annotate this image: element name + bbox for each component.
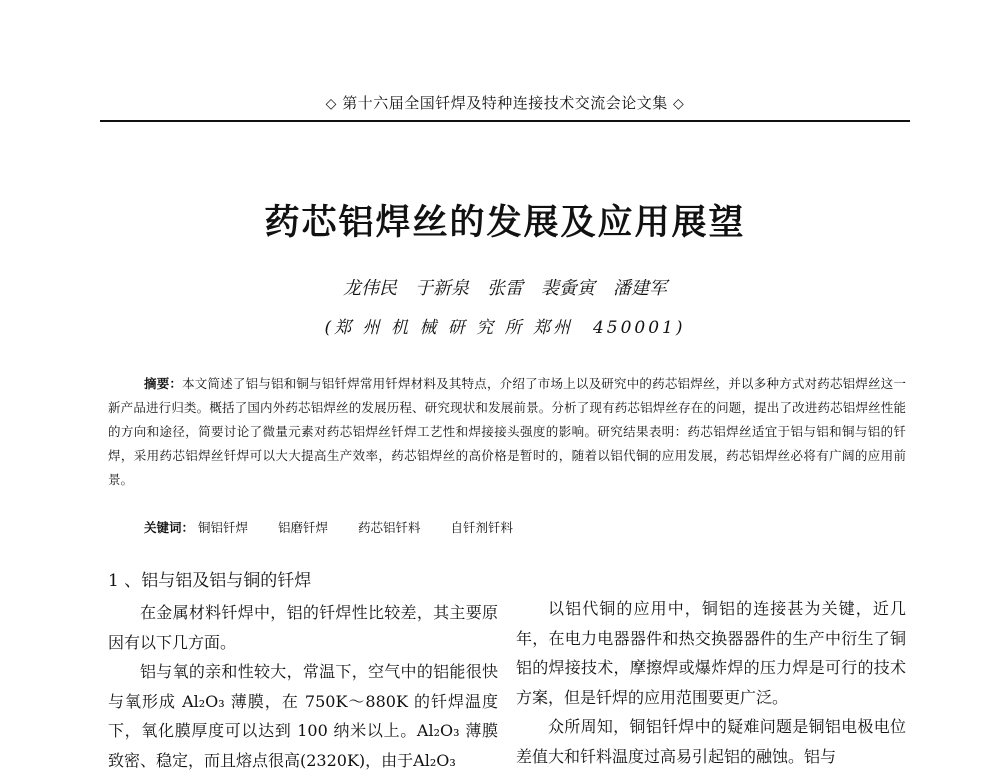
header-rule xyxy=(100,120,910,122)
body-column-left xyxy=(108,598,498,775)
running-header xyxy=(100,92,910,118)
section-heading: 1 、铝与铝及铝与铜的钎焊 xyxy=(108,571,312,591)
body-paragraph: 在金属材料钎焊中，铝的钎焊性比较差，其主要原因有以下几方面。 xyxy=(108,603,498,652)
keyword: 药芯铝钎料 xyxy=(358,520,421,535)
body-paragraph: 以铝代铜的应用中，铜铝的连接甚为关键，近几年，在电力电器器件和热交换器器件的生产中衍生了铜铝的焊接技术，摩擦焊或爆炸焊的压力焊是可行的技术方案，但是钎焊的应用范围要更广泛。 xyxy=(516,599,906,707)
abstract xyxy=(108,372,906,492)
abstract-label: 摘要： xyxy=(144,376,183,391)
affiliation: (郑 州 机 械 研 究 所 郑州 450001) xyxy=(324,318,686,338)
keywords xyxy=(144,518,904,536)
body-paragraph: 铝与氧的亲和性较大，常温下，空气中的铝能很快与氧形成 Al₂O₃ 薄膜，在 750K～880K 的钎焊温度下，氧化膜厚度可以达到 100 纳米以上。Al₂O₃ 薄膜致密、稳定，而且熔点很高(2320K)，由于Al₂O₃ xyxy=(108,662,498,770)
abstract-text: 本文简述了铝与铝和铜与铝钎焊常用钎焊材料及其特点，介绍了市场上以及研究中的药芯铝焊丝，并以多种方式对药芯铝焊丝这一新产品进行归类。概括了国内外药芯铝焊丝的发展历程、研究现状和发展前景。分析了现有药芯铝焊丝存在的问题，提出了改进药芯铝焊丝性能的方向和途径，简要讨论了微量元素对药芯铝焊丝钎焊工艺性和焊接接头强度的影响。研究结果表明：药芯铝焊丝适宜于铝与铝和铜与铝的钎焊，采用药芯铝焊丝钎焊可以大大提高生产效率，药芯铝焊丝的高价格是暂时的，随着以铝代铜的应用发展，药芯铝焊丝必将有广阔的应用前景。 xyxy=(108,376,906,487)
paper-title: 药芯铝焊丝的发展及应用展望 xyxy=(264,203,746,243)
header-text: 第十六届全国钎焊及特种连接技术交流会论文集 xyxy=(342,94,668,112)
diamond-left-icon: ◇ xyxy=(325,96,337,112)
body-column-right xyxy=(516,594,906,771)
author-list: 龙伟民 于新泉 张雷 裴夤寅 潘建军 xyxy=(343,278,667,299)
keyword: 铜铝钎焊 xyxy=(198,520,249,535)
body-paragraph: 众所周知，铜铝钎焊中的疑难问题是铜铝电极电位差值大和钎料温度过高易引起铝的融蚀。铝与 xyxy=(516,717,906,766)
keywords-label: 关键词： xyxy=(144,520,195,535)
keyword: 自钎剂钎料 xyxy=(450,520,514,535)
keyword: 铝磨钎焊 xyxy=(278,520,329,535)
diamond-right-icon: ◇ xyxy=(673,96,685,112)
